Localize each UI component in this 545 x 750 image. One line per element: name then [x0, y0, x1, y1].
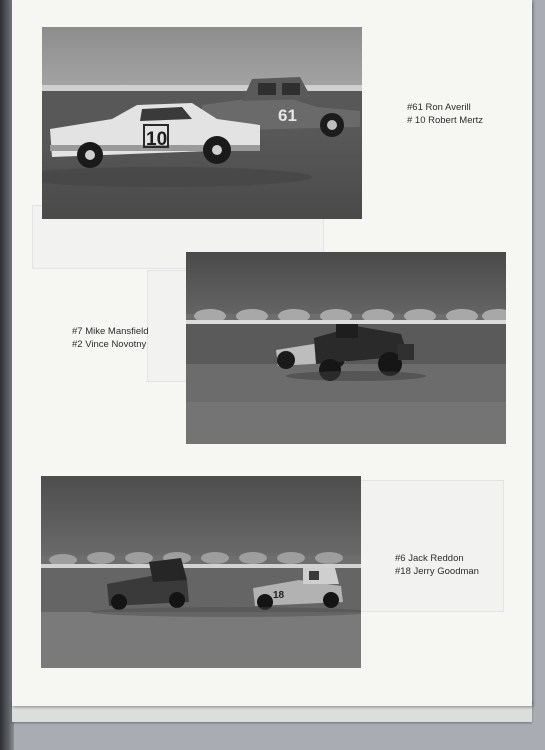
caption-line: #61 Ron Averill	[407, 102, 471, 113]
photo-caption-3	[395, 552, 479, 578]
show-through-shadow	[352, 480, 504, 612]
stock-cars-image	[42, 27, 362, 219]
caption-line: # 10 Robert Mertz	[407, 115, 484, 126]
car-number-61: 61	[278, 106, 297, 125]
program-page	[12, 0, 532, 706]
car-number-18: 18	[273, 590, 285, 601]
modified-cars-image	[41, 476, 361, 668]
caption-line: #2 Vince Novotny	[72, 339, 147, 350]
caption-line: #18 Jerry Goodman	[395, 566, 479, 577]
sprint-cars-image	[186, 252, 506, 444]
photo-caption-2	[72, 325, 149, 351]
race-photo-modified-cars	[41, 476, 361, 668]
caption-line: #6 Jack Reddon	[395, 553, 464, 564]
caption-line: #7 Mike Mansfield	[72, 326, 149, 337]
race-photo-stock-cars	[42, 27, 362, 219]
race-photo-sprint-cars	[186, 252, 506, 444]
car-number-10: 10	[146, 129, 168, 150]
photo-caption-1	[407, 101, 483, 127]
